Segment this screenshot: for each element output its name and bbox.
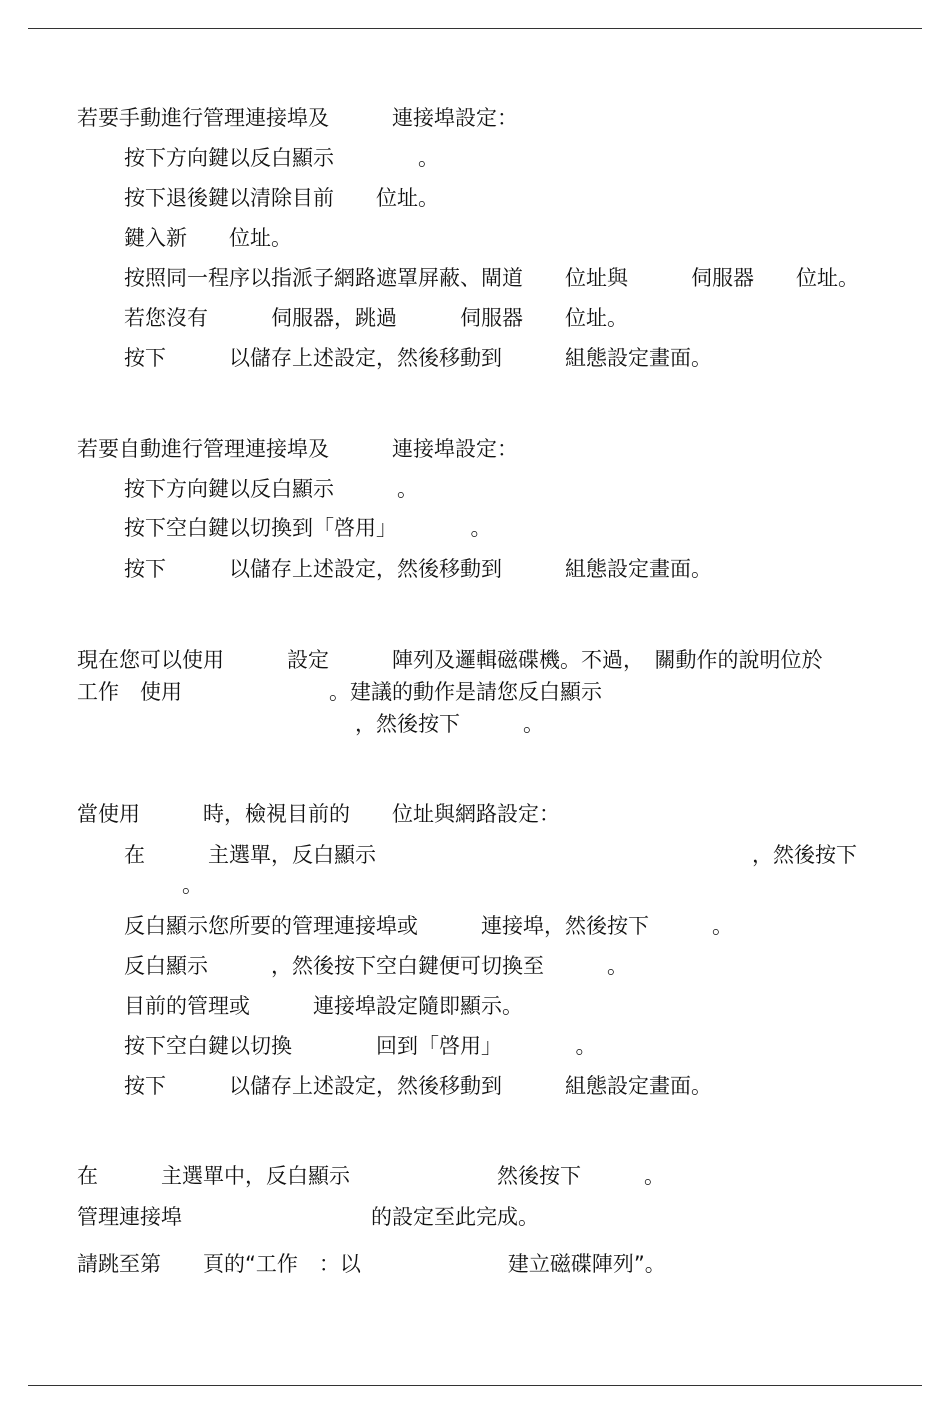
manual-step: 按下 以儲存上述設定，然後移動到 組態設定畫面。 [124,346,712,370]
auto-step: 按下 以儲存上述設定，然後移動到 組態設定畫面。 [124,557,712,581]
view-step: 在 主選單，反白顯示 [124,843,376,867]
closing-line: 管理連接埠 的設定至此完成。 [77,1205,539,1229]
manual-step: 鍵入新 位址。 [124,226,292,250]
view-step: 反白顯示您所要的管理連接埠或 連接埠，然後按下 。 [124,914,733,938]
view-step: 按下空白鍵以切換 回到「啓用」 。 [124,1034,597,1058]
view-step: 目前的管理或 連接埠設定隨即顯示。 [124,994,523,1018]
auto-step: 按下方向鍵以反白顯示 。 [124,477,418,501]
manual-step: 按照同一程序以指派子網路遮罩屏蔽、閘道 位址與 伺服器 位址。 [124,266,859,290]
auto-step: 按下空白鍵以切換到「啓用」 。 [124,516,492,540]
manual-heading: 若要手動進行管理連接埠及 連接埠設定： [77,106,518,130]
top-rule [28,28,922,29]
view-step: 反白顯示 ，然後按下空白鍵便可切換至 。 [124,954,628,978]
auto-heading: 若要自動進行管理連接埠及 連接埠設定： [77,437,518,461]
bottom-rule [28,1385,922,1386]
view-step: ，然後按下 [752,843,857,867]
manual-step: 若您沒有 伺服器，跳過 伺服器 位址。 [124,306,628,330]
manual-step: 按下退後鍵以清除目前 位址。 [124,186,439,210]
closing-line: 請跳至第 頁的“工作 ：以 建立磁碟陣列”。 [77,1252,666,1276]
paragraph-line: 現在您可以使用 設定 陣列及邏輯磁碟機。不過， 關動作的說明位於 [77,648,823,672]
view-heading: 當使用 時，檢視目前的 位址與網路設定： [77,802,560,826]
paragraph-line: ，然後按下 。 [355,712,544,736]
paragraph-line: 工作 使用 。建議的動作是請您反白顯示 [77,680,602,704]
manual-step: 按下方向鍵以反白顯示 。 [124,146,439,170]
view-step: 按下 以儲存上述設定，然後移動到 組態設定畫面。 [124,1074,712,1098]
closing-line: 在 主選單中，反白顯示 然後按下 。 [77,1164,665,1188]
view-step: 。 [182,873,203,897]
